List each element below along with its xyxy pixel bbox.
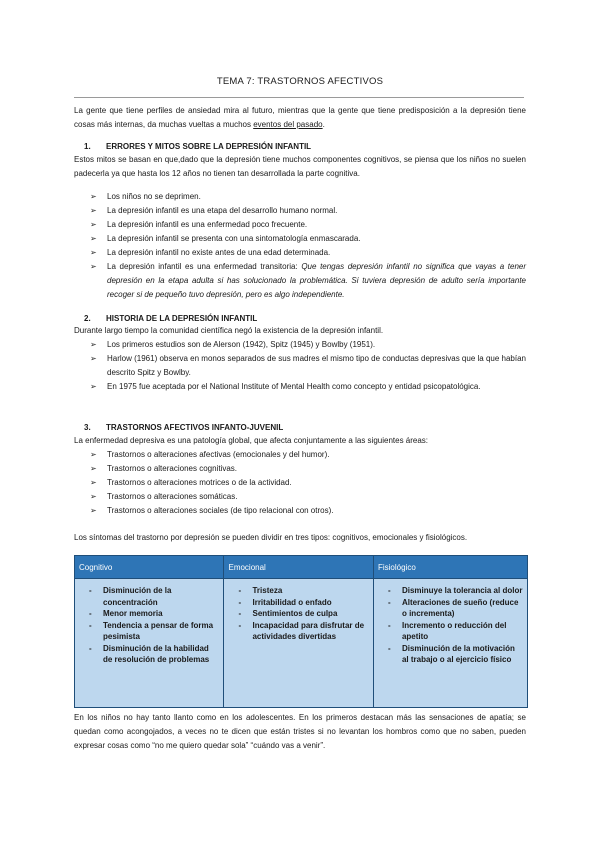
arrow-bullet-icon: ➢ [90,506,97,515]
list-item: - Tendencia a pensar de forma pesimista [89,620,214,641]
list-item: ➢ Trastornos o alteraciones motrices o de la actividad. [90,476,526,490]
arrow-bullet-icon: ➢ [90,354,97,363]
section2-bullets [90,338,526,394]
list-item: ➢ La depresión infantil se presenta con una sintomatología enmascarada. [90,232,526,246]
list-item: - Tristeza [238,586,283,595]
section2-number: 2. [84,314,91,323]
list-item: ➢ Trastornos o alteraciones sociales (de tipo relacional con otros). [90,504,526,518]
list-item: - Alteraciones de sueño (reduce o incrementa) [387,597,519,618]
title-divider [74,97,524,98]
list-item: ➢ La depresión infantil es una enfermedad poco frecuente. [90,218,526,232]
list-item: ➢ Trastornos o alteraciones afectivas (emocionales y del humor). [90,448,526,462]
header-fisiologico: Fisiológico [373,556,527,579]
section3-title: TRASTORNOS AFECTIVOS INFANTO-JUVENIL [106,423,284,432]
section3-number: 3. [84,423,91,432]
physiological-cell [373,579,527,708]
arrow-bullet-icon: ➢ [90,492,97,501]
list-item: ➢ Trastornos o alteraciones cognitivas. [90,462,526,476]
section2-title: HISTORIA DE LA DEPRESIÓN INFANTIL [106,314,258,323]
section1-paragraph: Estos mitos se basan en que,dado que la depresión tiene muchos componentes cognitivos, se piensa que los niños no suelen padecerla ya que hasta los 12 años no tienen tan desarrollada la parte cognitiva. [74,155,526,178]
table-row [75,579,528,708]
arrow-bullet-icon: ➢ [90,464,97,473]
list-item: ➢ Trastornos o alteraciones somáticas. [90,490,526,504]
symptoms-table [74,555,528,708]
arrow-bullet-icon: ➢ [90,262,97,271]
list-item: ➢ La depresión infantil es una enfermedad transitoria: Que tengas depresión infantil no significa que vayas a tener depresión en la etapa adulta si has solucionado la problemática. Si tuviera depresión de adulto sería importante recoger si de pequeño tuvo depresión, pero es algo independiente. [90,262,527,299]
closing-paragraph: En los niños no hay tanto llanto como en los adolescentes. En los primeros destacan más las sensaciones de apatía; se quedan como acongojados, a veces no te dicen que están tristes si no levantan los hombros como que no saben, pueden expresar cosas como “no me quiero quedar sola” “cuándo vas a venir”. [74,713,526,750]
header-cognitivo: Cognitivo [75,556,224,579]
list-item: ➢ Harlow (1961) observa en monos separados de sus madres el mismo tipo de conductas depresivas que la que habían descrito Spitz y Bowlby. [90,354,526,377]
list-item: - Disminución de la concentración [89,586,172,607]
list-item: - Sentimientos de culpa [238,609,338,618]
list-item: - Irritabilidad o enfado [238,597,332,607]
arrow-bullet-icon: ➢ [90,192,97,201]
arrow-bullet-icon: ➢ [90,450,97,459]
list-item: - Menor memoria [89,609,163,618]
arrow-bullet-icon: ➢ [90,382,97,391]
section3-paragraph: La enfermedad depresiva es una patología global, que afecta conjuntamente a las siguientes áreas: [74,436,429,445]
section1-title: ERRORES Y MITOS SOBRE LA DEPRESIÓN INFANTIL [106,142,312,151]
section1-number: 1. [84,142,91,151]
list-item: - Disminución de la motivación al trabajo o al ejercicio físico [387,643,515,664]
cognitive-cell [75,579,224,708]
intro-text: La gente que tiene perfiles de ansiedad mira al futuro, mientras que la gente que tiene predisposición a la depresión tiene cosas más internas, da muchas vueltas a muchos [74,106,526,129]
page-title: TEMA 7: TRASTORNOS AFECTIVOS [216,76,384,87]
section3-bullets [90,448,526,518]
list-item: - Incapacidad para disfrutar de actividades divertidas [238,620,365,641]
arrow-bullet-icon: ➢ [90,234,97,243]
arrow-bullet-icon: ➢ [90,478,97,487]
list-item: - Incremento o reducción del apetito [387,620,507,641]
list-item: ➢ La depresión infantil no existe antes de una edad determinada. [90,246,526,260]
emotional-cell [224,579,373,708]
list-item: ➢ Los niños no se deprimen. [90,190,526,204]
arrow-bullet-icon: ➢ [90,248,97,257]
list-item: ➢ En 1975 fue aceptada por el National Institute of Mental Health como concepto y entidad psicopatológica. [90,380,526,394]
italic-note: Que tengas depresión infantil no significa que vayas a tener depresión en la etapa adulta si has solucionado la problemática. Si tuviera depresión de adulto sería importante recoger si de pequeño tuvo depresión, pero es algo independiente. [107,262,527,299]
section3-heading [84,422,283,434]
arrow-bullet-icon: ➢ [90,340,97,349]
list-item: ➢ La depresión infantil es una etapa del desarrollo humano normal. [90,204,526,218]
section2-paragraph: Durante largo tiempo la comunidad científica negó la existencia de la depresión infantil. [74,326,384,335]
symptoms-intro: Los síntomas del trastorno por depresión se pueden dividir en tres tipos: cognitivos, emocionales y fisiológicos. [74,533,468,542]
list-item: - Disminución de la habilidad de resolución de problemas [89,643,210,664]
section1-heading [84,141,311,153]
header-emocional: Emocional [224,556,373,579]
arrow-bullet-icon: ➢ [90,220,97,229]
intro-end: . [322,120,325,129]
list-item: ➢ Los primeros estudios son de Alerson (1942), Spitz (1945) y Bowlby (1951). [90,338,526,352]
intro-underlined: eventos del pasado [253,120,323,129]
section1-bullets [90,190,526,302]
table-header-row [75,556,528,579]
arrow-bullet-icon: ➢ [90,206,97,215]
list-item: - Disminuye la tolerancia al dolor [387,586,523,595]
intro-paragraph [74,104,526,132]
